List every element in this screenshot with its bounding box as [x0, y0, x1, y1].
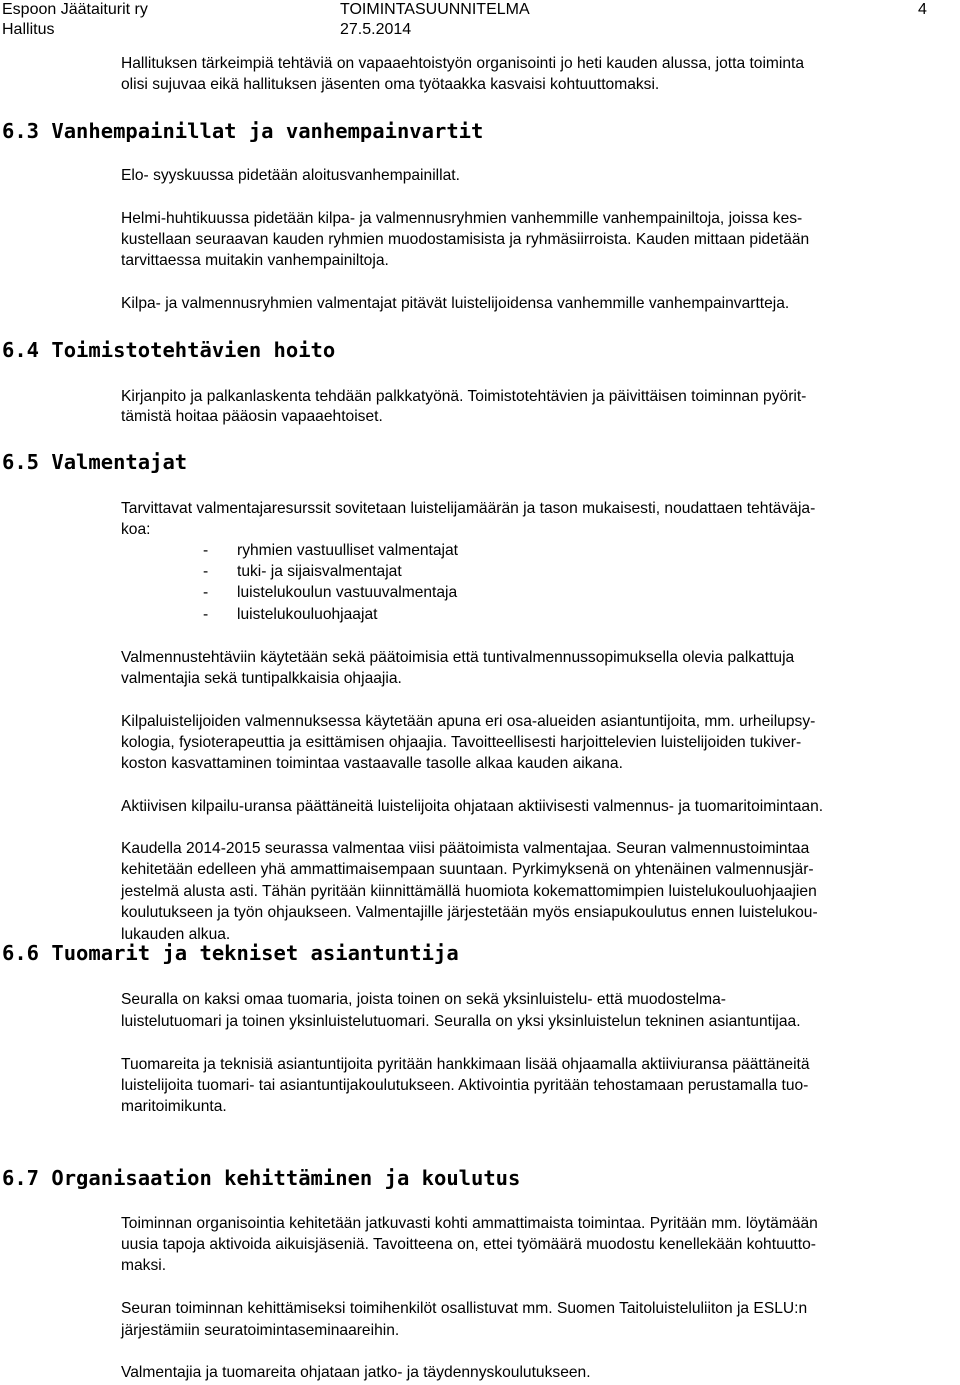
text-line: Valmennustehtäviin käytetään sekä päätoimisia että tuntivalmennussopimuksella olevia palkattuja: [121, 649, 795, 666]
list-item-text: luistelukoulun vastuuvalmentaja: [237, 584, 458, 601]
section-heading-6-4: 6.4 Toimistotehtävien hoito: [2, 338, 336, 362]
section-heading-6-3: 6.3 Vanhempainillat ja vanhempainvartit: [2, 119, 484, 143]
section-heading-6-7: 6.7 Organisaation kehittäminen ja koulutus: [2, 1166, 521, 1190]
text-line: kustellaan seuraavan kauden ryhmien muodostamisista ja ryhmäsiirroista. Kauden mittaan pidetään: [121, 231, 810, 248]
text-line: koa:: [121, 521, 151, 538]
text-line: maksi.: [121, 1257, 167, 1274]
list-bullet: -: [203, 563, 209, 580]
text-line: olisi sujuvaa eikä hallituksen jäsenten oma työtaakka kasvaisi kohtuuttomaksi.: [121, 76, 660, 93]
text-line: valmentajia sekä tuntipalkkaisia ohjaajia.: [121, 670, 402, 687]
header-author: Hallitus: [2, 21, 55, 38]
header-organization: Espoon Jäätaiturit ry: [2, 1, 148, 18]
header-document-title: TOIMINTASUUNNITELMA: [340, 1, 530, 18]
text-line: maritoimikunta.: [121, 1098, 227, 1115]
text-line: luistelijoita tuomari- tai asiantuntijakoulutukseen. Aktivointia pyritään tehostamaan perustamalla tuo-: [121, 1077, 809, 1094]
list-bullet: -: [203, 606, 209, 623]
paragraph: Valmentajia ja tuomareita ohjataan jatko- ja täydennyskoulutukseen.: [121, 1364, 591, 1381]
text-line: Seuralla on kaksi omaa tuomaria, joista toinen on sekä yksinluistelu- että muodostelma-: [121, 991, 726, 1008]
section-heading-6-5: 6.5 Valmentajat: [2, 450, 188, 474]
text-line: lukauden alkua.: [121, 926, 231, 943]
text-line: järjestämiin seuratoimintaseminaareihin.: [121, 1322, 400, 1339]
text-line: Tuomareita ja teknisiä asiantuntijoita pyritään hankkimaan lisää ohjaamalla aktiiviuransa päättäneitä: [121, 1056, 810, 1073]
text-line: kehitetään edelleen yhä ammattimaisempaan suuntaan. Pyrkimyksenä on yhtenäinen valmennusjär-: [121, 861, 814, 878]
text-line: Hallituksen tärkeimpiä tehtäviä on vapaaehtoistyön organisointi jo heti kauden alussa, jotta toiminta: [121, 55, 805, 72]
list-item: [203, 604, 378, 626]
header-page-number: 4: [918, 1, 927, 18]
list-item-text: ryhmien vastuulliset valmentajat: [237, 542, 459, 559]
text-line: Kaudella 2014-2015 seurassa valmentaa viisi päätoimista valmentajaa. Seuran valmennustoimintaa: [121, 840, 810, 857]
text-line: koulutukseen ja työn ohjaukseen. Valmentajille järjestetään myös ensiapukoulutus ennen luistelukou-: [121, 904, 818, 921]
list-bullet: -: [203, 584, 209, 601]
text-line: uusia tapoja aktivoida aikuisjäseniä. Tavoitteena on, ettei työmäärä muodostu kenellekään kohtuutto-: [121, 1236, 816, 1253]
list-bullet: -: [203, 542, 209, 559]
text-line: luistelutuomari ja toinen yksinluistelutuomari. Seuralla on yksi yksinluistelun tekninen asiantuntijaa.: [121, 1013, 801, 1030]
list-item: [203, 561, 402, 583]
list-item-text: luistelukouluohjaajat: [237, 606, 378, 623]
text-line: Toiminnan organisointia kehitetään jatkuvasti kohti ammattimaista toimintaa. Pyritään mm. löytämään: [121, 1215, 818, 1232]
text-line: kologia, fysioterapeuttia ja esittämisen ohjaajia. Tavoitteellisesti harjoittelevien luistelijoiden tukiver-: [121, 734, 802, 751]
text-line: tarvittaessa muitakin vanhempainiltoja.: [121, 252, 389, 269]
list-item: [203, 540, 459, 562]
header-date: 27.5.2014: [340, 21, 412, 38]
text-line: Tarvittavat valmentajaresurssit sovitetaan luistelijamäärän ja tason mukaisesti, noudattaen tehtäväja-: [121, 500, 816, 517]
section-heading-6-6: 6.6 Tuomarit ja tekniset asiantuntija: [2, 941, 459, 965]
text-line: koston kasvattaminen toimintaa vastaavalle tasolle alkaa kauden aikana.: [121, 755, 623, 772]
text-line: Seuran toiminnan kehittämiseksi toimihenkilöt osallistuvat mm. Suomen Taitoluisteluliiton ja ESLU:n: [121, 1300, 808, 1317]
text-line: tämistä hoitaa pääosin vapaaehtoiset.: [121, 408, 383, 425]
text-line: Helmi-huhtikuussa pidetään kilpa- ja valmennusryhmien vanhemmille vanhempainiltoja, joissa kes-: [121, 210, 803, 227]
list-item-text: tuki- ja sijaisvalmentajat: [237, 563, 402, 580]
text-line: jestelmä alusta asti. Tähän pyritään kiinnittämällä huomiota kokemattomimpien luistelukouluohjaajien: [121, 883, 817, 900]
paragraph: Kilpa- ja valmennusryhmien valmentajat pitävät luistelijoidensa vanhemmille vanhempainvartteja.: [121, 295, 790, 312]
list-item: [203, 582, 458, 604]
text-line: Kilpaluistelijoiden valmennuksessa käytetään apuna eri osa-alueiden asiantuntijoita, mm. urheilupsy-: [121, 713, 816, 730]
text-line: Kirjanpito ja palkanlaskenta tehdään palkkatyönä. Toimistotehtävien ja päivittäisen toiminnan pyörit-: [121, 388, 807, 405]
paragraph: Aktiivisen kilpailu-uransa päättäneitä luistelijoita ohjataan aktiivisesti valmennus- ja tuomaritoimintaan.: [121, 798, 824, 815]
paragraph: Elo- syyskuussa pidetään aloitusvanhempainillat.: [121, 167, 460, 184]
